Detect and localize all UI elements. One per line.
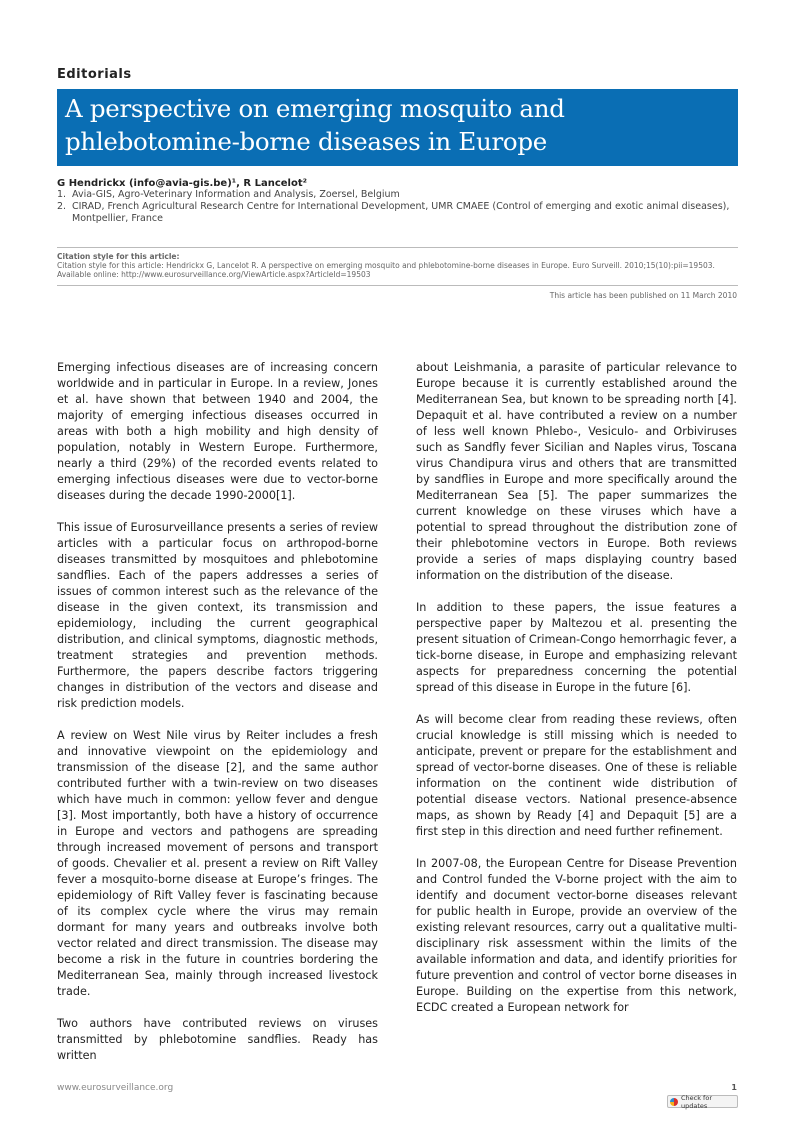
page-number: 1 — [731, 1083, 737, 1092]
divider — [57, 285, 738, 286]
affiliation-text: CIRAD, French Agricultural Research Centre for International Development, UMR CMAEE (Control of emerging and exotic animal diseases), Montpellier, France — [72, 201, 730, 224]
right-column — [416, 360, 737, 1032]
footer-url[interactable]: www.eurosurveillance.org — [57, 1083, 174, 1093]
body-paragraph: Emerging infectious diseases are of increasing concern worldwide and in particular in Europe. In a review, Jones et al. have shown that between 1940 and 2004, the majority of emerging infectious diseases occurred in areas with both a high mobility and high density of population, notably in Western Europe. Furthermore, nearly a third (29%) of the recorded events related to emerging infectious diseases were due to vector-borne diseases during the decade 1990-2000[1]. — [57, 361, 378, 502]
citation-text: Citation style for this article: Hendrickx G, Lancelot R. A perspective on emerging mosquito and phlebotomine-borne diseases in Europe. Euro Surveill. 2010;15(10):pii=19503. Available online: http://www.eurosurveillance.org/ViewArticle.aspx?ArticleId=19503 — [57, 261, 715, 279]
body-paragraph: Two authors have contributed reviews on viruses transmitted by phlebotomine sandflies. Ready has written — [57, 1017, 378, 1062]
body-paragraph: As will become clear from reading these reviews, often crucial knowledge is still missing which is needed to anticipate, prevent or prepare for the establishment and spread of vector-borne diseases. One of these is reliable information on the continent wide distribution of potential disease vectors. National presence-absence maps, as shown by Ready [4] and Depaquit [5] are a first step in this direction and need further refinement. — [416, 713, 737, 838]
affiliation-text: Avia-GIS, Agro-Veterinary Information and Analysis, Zoersel, Belgium — [72, 189, 400, 200]
body-paragraph: This issue of Eurosurveillance presents a series of review articles with a particular focus on arthropod-borne diseases transmitted by mosquitoes and phlebotomine sandflies. Each of the papers addresses a series of issues of common interest such as the relevance of the disease in the given context, its transmission and epidemiology, including the current geographical distribution, and clinical symptoms, diagnostic methods, treatment strategies and prevention methods. Furthermore, the papers describe factors triggering changes in distribution of the vectors and disease and risk prediction models. — [57, 521, 378, 710]
check-for-updates-button[interactable] — [667, 1095, 738, 1108]
citation-block — [57, 252, 738, 279]
body-paragraph: A review on West Nile virus by Reiter includes a fresh and innovative viewpoint on the epidemiology and transmission of the disease [2], and the same author contributed further with a twin-review on two diseases which have much in common: yellow fever and dengue [3]. Most importantly, both have a history of occurrence in Europe and vectors and pathogens are spreading through increased movement of persons and transport of goods. Chevalier et al. present a review on Rift Valley fever a mosquito-borne disease at Europe’s fringes. The epidemiology of Rift Valley fever is fascinating because of its complex cycle where the virus may remain dormant for many years and outbreaks involve both vector related and direct transmission. The disease may become a risk in the future in countries bordering the Mediterranean Sea, mainly through increased livestock trade. — [57, 729, 378, 998]
affiliation-number: 1. — [57, 189, 67, 200]
body-paragraph: In addition to these papers, the issue features a perspective paper by Maltezou et al. presenting the present situation of Crimean-Congo hemorrhagic fever, a tick-borne disease, in Europe and emphasizing relevant aspects for preparedness concerning the potential spread of this disease in Europe in the future [6]. — [416, 601, 737, 694]
affiliations — [57, 189, 742, 225]
affiliation-number: 2. — [57, 201, 67, 212]
check-for-updates-label: Check for updates — [681, 1093, 712, 1110]
affiliation-2 — [57, 201, 742, 225]
section-label: Editorials — [57, 67, 132, 82]
crossmark-icon — [670, 1098, 678, 1106]
article-title: A perspective on emerging mosquito and phlebotomine-borne diseases in Europe — [65, 94, 565, 156]
body-paragraph: about Leishmania, a parasite of particular relevance to Europe because it is currently established around the Mediterranean Sea, but known to be spreading north [4]. Depaquit et al. have contributed a review on a number of less well known Phlebo-, Vesiculo- and Orbiviruses such as Sandfly fever Sicilian and Naples virus, Toscana virus Chandipura virus and others that are transmitted by sandflies in Europe and more specifically around the Mediterranean Sea [5]. The paper summarizes the current knowledge on these viruses which have a potential to spread throughout the distribution zone of their phlebotomine vectors in Europe. Both reviews provide a series of maps displaying country based information on the distribution of the disease. — [416, 361, 737, 582]
affiliation-1 — [57, 189, 742, 201]
body-paragraph: In 2007-08, the European Centre for Disease Prevention and Control funded the V-borne project with the aim to identify and document vector-borne diseases relevant for public health in Europe, provide an overview of the existing relevant resources, carry out a qualitative multi-disciplinary risk assessment within the limits of the available information and data, and identify priorities for future prevention and control of vector borne diseases in Europe. Building on the expertise from this network, ECDC created a European network for — [416, 857, 737, 1014]
published-date: This article has been published on 11 March 2010 — [549, 291, 737, 300]
divider — [57, 247, 738, 248]
authors-line: G Hendrickx (info@avia-gis.be)¹, R Lancelot² — [57, 178, 308, 189]
citation-heading: Citation style for this article: — [57, 252, 180, 261]
title-banner — [57, 89, 738, 166]
left-column — [57, 360, 378, 1080]
